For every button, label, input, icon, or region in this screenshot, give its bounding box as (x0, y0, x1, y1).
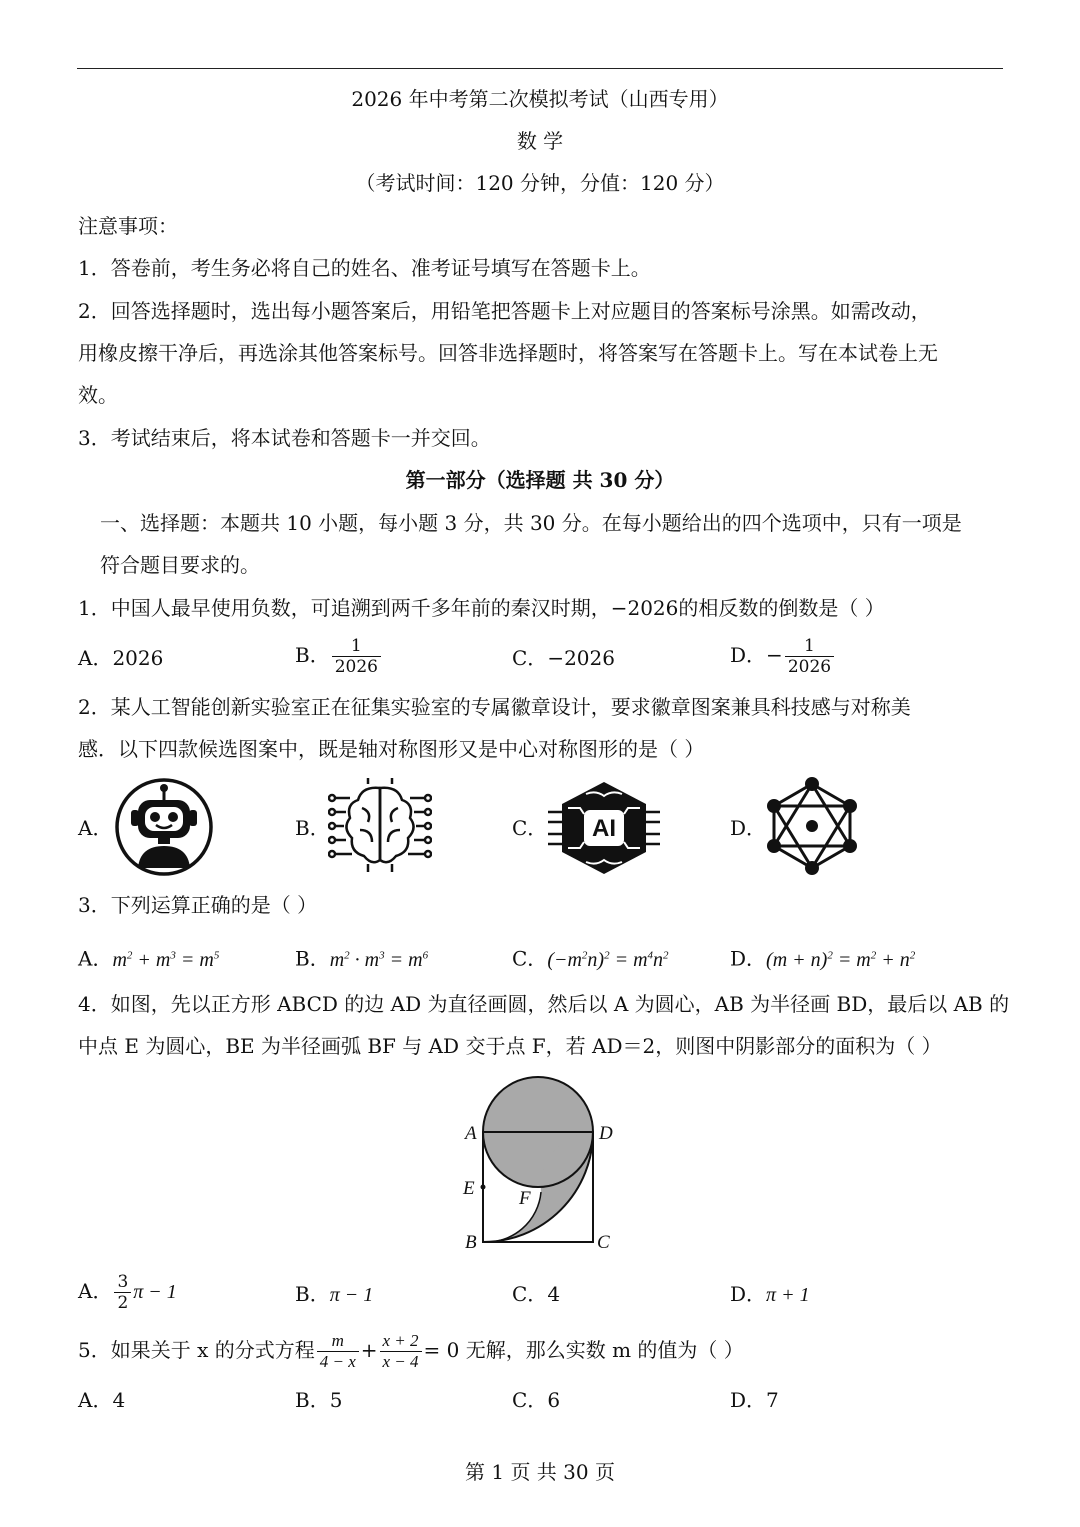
q3-option-d[interactable] (730, 941, 915, 974)
q5-fraction-2 (380, 1331, 422, 1372)
q5-option-c-label: C． (512, 1388, 548, 1412)
note-item-1: 1．答卷前，考生务必将自己的姓名、准考证号填写在答题卡上。 (78, 256, 651, 280)
q3-option-c-expr: $(-m^2n)^2 = m^4n^2$ (547, 948, 669, 971)
q4-option-d-label: D． (730, 1282, 767, 1306)
fraction-numerator: m (317, 1331, 359, 1352)
q3-option-b-label: B． (295, 946, 330, 971)
label-b: B (465, 1232, 477, 1253)
note-item-3: 3．考试结束后，将本试卷和答题卡一并交回。 (78, 426, 491, 450)
fraction-denominator: 2026 (787, 657, 832, 677)
q4-option-a-rest: π − 1 (133, 1281, 177, 1303)
q1-option-a[interactable] (78, 644, 163, 672)
q5-option-d[interactable] (730, 1386, 779, 1414)
part1-instructions-line-1: 一、选择题：本题共 10 小题，每小题 3 分，共 30 分。在每小题给出的四个选项中，只有一项是 (100, 511, 962, 535)
label-f: F (519, 1188, 531, 1209)
fraction-numerator: 1 (785, 636, 834, 657)
q5-option-a-value: 4 (112, 1388, 126, 1412)
q1-option-a-label: A． (78, 646, 113, 670)
q3-option-a[interactable] (78, 941, 219, 974)
robot-icon (114, 778, 214, 876)
part1-title: 第一部分（选择题 共 30 分） (405, 468, 675, 492)
q5-option-c-value: 6 (547, 1388, 561, 1412)
q5-option-b-label: B． (295, 1388, 330, 1412)
q4-option-a-label: A． (78, 1279, 113, 1303)
label-e: E (463, 1178, 475, 1199)
q4-stem-line-2: 中点 E 为圆心，BE 为半径画弧 BF 与 AD 交于点 F，若 AD＝2，则图中阴影部分的面积为（ ） (78, 1034, 942, 1058)
q4-option-b[interactable] (295, 1280, 373, 1309)
q1-option-d-label: D． (730, 643, 767, 667)
q4-option-c-value: 4 (547, 1282, 561, 1306)
fraction-denominator: 2026 (334, 657, 378, 677)
q4-option-b-value: π − 1 (329, 1284, 374, 1306)
q5-option-d-label: D． (730, 1388, 767, 1412)
q3-option-a-label: A． (78, 946, 113, 971)
note-item-2-line-3: 效。 (78, 383, 118, 407)
q2-stem-line-1: 2．某人工智能创新实验室正在征集实验室的专属徽章设计，要求徽章图案兼具科技感与对称美 (78, 695, 911, 719)
point-e (481, 1185, 486, 1190)
q1-option-d-fraction (785, 636, 834, 677)
q1-stem: 1．中国人最早使用负数，可追溯到两千多年前的秦汉时期，−2026的相反数的倒数是（ ） (78, 596, 885, 620)
fraction-denominator: 4 − x (319, 1352, 356, 1371)
exam-title: 2026 年中考第二次模拟考试（山西专用） (351, 87, 729, 111)
q3-option-c-label: C． (512, 946, 548, 971)
q3-option-c[interactable] (512, 941, 669, 974)
q2-option-c[interactable]: C． (512, 816, 548, 840)
q1-option-c-value: −2026 (547, 646, 615, 670)
q4-option-a-fraction (114, 1272, 131, 1313)
ai-chip-icon (546, 778, 662, 878)
q1-option-b-fraction (332, 636, 381, 677)
q1-option-a-value: 2026 (112, 646, 164, 670)
fraction-numerator: 3 (114, 1272, 131, 1293)
q1-option-c-label: C． (512, 646, 548, 670)
header-rule (77, 68, 1003, 69)
q2-stem-line-2: 感．以下四款候选图案中，既是轴对称图形又是中心对称图形的是（ ） (78, 737, 705, 761)
fraction-numerator: 1 (332, 636, 381, 657)
label-c: C (597, 1232, 610, 1253)
q4-option-c[interactable] (512, 1280, 560, 1308)
q5-stem-post: = 0 无解，那么实数 m 的值为（ ） (423, 1338, 744, 1362)
q1-option-c[interactable] (512, 644, 615, 672)
page-footer: 第 1 页 共 30 页 (465, 1460, 615, 1484)
label-d: D (599, 1123, 613, 1144)
q5-option-b[interactable] (295, 1386, 342, 1414)
q4-geometry-figure (455, 1070, 625, 1260)
q5-option-a[interactable] (78, 1386, 125, 1414)
part1-instructions-line-2: 符合题目要求的。 (100, 553, 260, 577)
notes-heading: 注意事项： (78, 214, 178, 238)
q1-option-b-label: B． (295, 643, 330, 667)
q5-stem-pre: 5．如果关于 x 的分式方程 (78, 1338, 315, 1362)
q4-stem-line-1: 4．如图，先以正方形 ABCD 的边 AD 为直径画圆，然后以 A 为圆心，AB 为半径画 BD，最后以 AB 的 (78, 992, 1010, 1016)
q5-option-b-value: 5 (329, 1388, 343, 1412)
q2-option-d[interactable]: D． (730, 816, 767, 840)
q5-stem (78, 1328, 744, 1372)
fraction-denominator: 2 (117, 1293, 129, 1313)
q2-option-b[interactable]: B． (295, 816, 330, 840)
note-item-2-line-1: 2．回答选择题时，选出每小题答案后，用铅笔把答题卡上对应题目的答案标号涂黑。如需改动， (78, 299, 931, 323)
q3-option-b-expr: $m^2 \cdot m^3 = m^6$ (329, 948, 429, 971)
subject-title: 数 学 (516, 129, 564, 153)
q4-option-a[interactable] (78, 1272, 177, 1313)
q4-option-d[interactable] (730, 1280, 810, 1309)
q1-option-d-sign: − (766, 643, 783, 667)
fraction-numerator: x + 2 (380, 1331, 422, 1352)
note-item-2-line-2: 用橡皮擦干净后，再选涂其他答案标号。回答非选择题时，将答案写在答题卡上。写在本试卷上无 (78, 341, 938, 365)
network-icon (762, 776, 862, 876)
q5-option-a-label: A． (78, 1388, 113, 1412)
brain-circuit-icon (328, 778, 432, 874)
q5-option-d-value: 7 (766, 1388, 779, 1412)
q5-fraction-1 (317, 1331, 359, 1372)
q3-option-d-label: D． (730, 946, 767, 971)
label-a: A (465, 1123, 477, 1144)
q4-option-d-value: π + 1 (766, 1284, 810, 1306)
fraction-denominator: x − 4 (382, 1352, 419, 1371)
q3-option-b[interactable] (295, 941, 428, 974)
q3-option-a-expr: $m^2 + m^3 = m^5$ (112, 948, 220, 971)
q3-stem: 3．下列运算正确的是（ ） (78, 893, 318, 917)
q4-option-c-label: C． (512, 1282, 548, 1306)
q3-option-d-expr: $(m + n)^2 = m^2 + n^2$ (766, 948, 916, 971)
q2-option-a[interactable]: A． (78, 816, 113, 840)
exam-info: （考试时间：120 分钟，分值：120 分） (355, 171, 725, 195)
arc-bf (483, 1192, 541, 1242)
q1-option-b[interactable] (295, 636, 383, 677)
ai-chip-text: AI (592, 815, 616, 842)
q4-option-b-label: B． (295, 1282, 330, 1306)
q5-option-c[interactable] (512, 1386, 560, 1414)
q1-option-d[interactable] (730, 636, 836, 677)
q5-plus: + (360, 1338, 378, 1362)
